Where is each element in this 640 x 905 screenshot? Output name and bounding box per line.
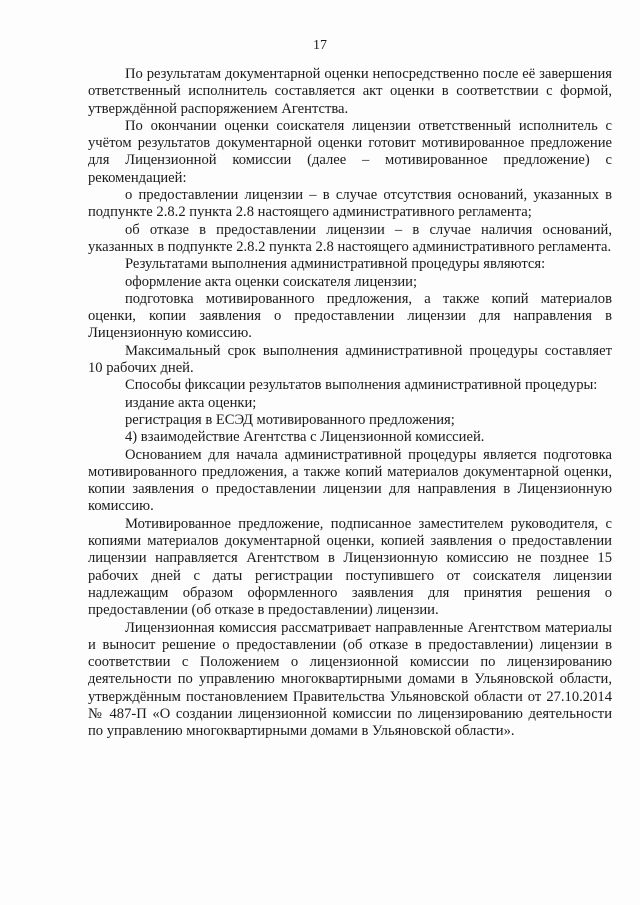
paragraph-section-4-heading: 4) взаимодействие Агентства с Лицензионной комиссией. — [125, 429, 485, 446]
paragraph-motivated-proposal: По окончании оценки соискателя лицензии ответственный исполнитель с учётом результатов документарной оценки готовит мотивированное предложение для Лицензионной комиссии (далее – мотивированное предложение) с рекомендацией: — [88, 117, 612, 186]
paragraph-max-term: Максимальный срок выполнения административной процедуры составляет 10 рабочих дней. — [88, 342, 612, 377]
paragraph-grant-license: о предоставлении лицензии – в случае отсутствия оснований, указанных в подпункте 2.8.2 пункта 2.8 настоящего административного регламента; — [88, 187, 612, 221]
paragraph-result-act: оформление акта оценки соискателя лицензии; — [125, 273, 418, 290]
paragraph-assessment-act: По результатам документарной оценки непосредственно после её завершения ответственный исполнитель составляется акт оценки в соответствии с формой, утверждённой распоряжением Агентства. — [88, 66, 612, 117]
document-body — [88, 66, 612, 741]
paragraph-procedure-basis: Основанием для начала административной процедуры является подготовка мотивированного предложения, а также копий материалов документарной оценки, копии заявления о предоставлении лицензии для направления в Лицензионную комиссию. — [88, 446, 612, 515]
page-number: 17 — [313, 38, 327, 53]
paragraph-commission-decision: Лицензионная комиссия рассматривает направленные Агентством материалы и выносит решение о предоставлении (об отказе в предоставлении) лицензии в соответствии с Положением о лицензионной комиссии по лицензированию деятельности по управлению многоквартирными домами в Ульяновской области, утверждённым постановлением Правительства Ульяновской области от 27.10.2014 № 487-П «О создании лицензионной комиссии по лицензированию деятельности по управлению многоквартирными домами в Ульяновской области». — [88, 619, 612, 740]
paragraph-fixation-methods: Способы фиксации результатов выполнения административной процедуры: — [125, 377, 598, 394]
paragraph-issue-act: издание акта оценки; — [125, 394, 257, 411]
paragraph-results-heading: Результатами выполнения административной процедуры являются: — [125, 256, 546, 273]
paragraph-refuse-license: об отказе в предоставлении лицензии – в случае наличия оснований, указанных в подпункте 2.8.2 пункта 2.8 настоящего административного регламента. — [88, 221, 612, 255]
paragraph-esed-registration: регистрация в ЕСЭД мотивированного предложения; — [125, 411, 455, 428]
paragraph-result-proposal: подготовка мотивированного предложения, а также копий материалов оценки, копии заявления о предоставлении лицензии для направления в Лицензионную комиссию. — [88, 290, 612, 342]
paragraph-proposal-submission: Мотивированное предложение, подписанное заместителем руководителя, с копиями материалов документарной оценки, копией заявления о предоставлении лицензии направляется Агентством в Лицензионную комиссию не позднее 15 рабочих дней с даты регистрации поступившего от соискателя лицензии надлежащим образом оформленного заявления для принятия решения о предоставлении (об отказе в предоставлении) лицензии. — [88, 515, 612, 619]
